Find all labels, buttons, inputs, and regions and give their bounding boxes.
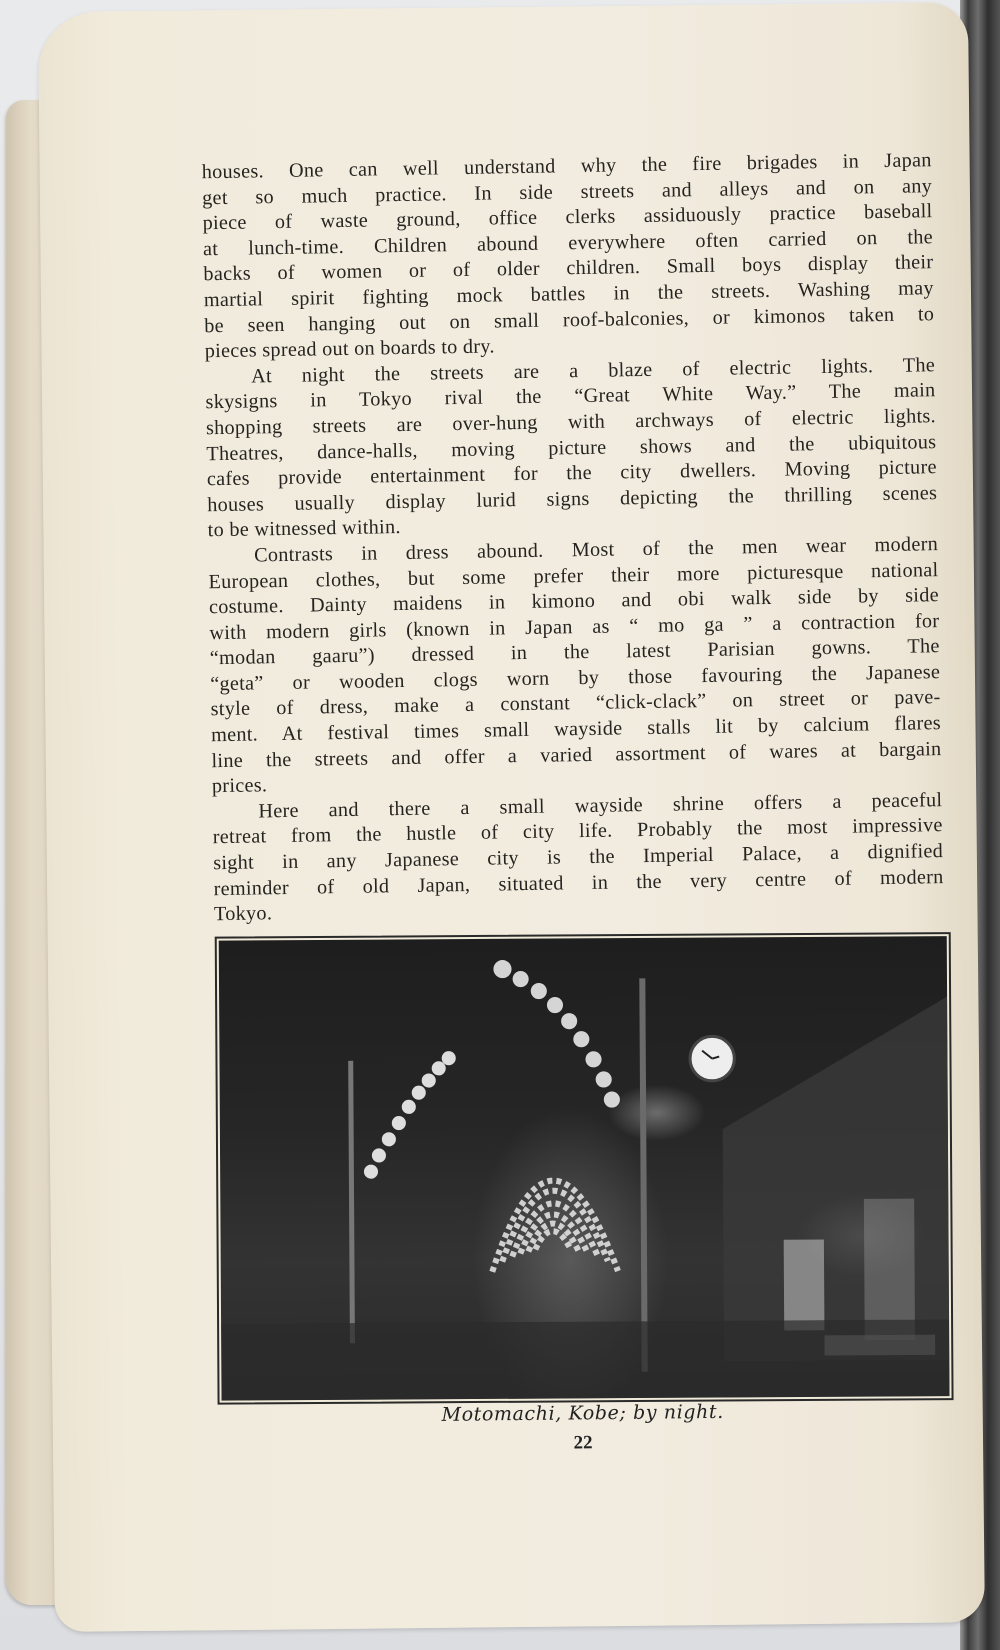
- paragraph-4: [212, 788, 944, 928]
- body-text: [202, 148, 945, 928]
- text-line: at lunch-time. Children abound everywhere often carried on the: [202, 225, 934, 261]
- text-line: houses. One can well understand why the fire brigades in Japan: [201, 149, 932, 184]
- lamp-pole-left: [348, 1061, 355, 1343]
- text-line: At night the streets are a blaze of electric lights. The: [250, 353, 936, 388]
- figure-caption: Motomachi, Kobe; by night.: [441, 1400, 724, 1426]
- paragraph-1: [202, 148, 935, 365]
- text-line: cafes provide entertainment for the city dwellers. Moving picture: [206, 456, 937, 491]
- text-line: line the streets and offer a varied assortment of wares at bargain: [211, 737, 942, 772]
- paragraph-2: [205, 353, 938, 544]
- text-line: skysigns in Tokyo rival the “Great White Way.” The main: [205, 379, 936, 414]
- text-line: reminder of old Japan, situated in the very centre of modern: [213, 865, 944, 900]
- light-arch-left: [363, 1051, 456, 1179]
- text-line: European clothes, but some prefer their more picturesque national: [208, 558, 939, 593]
- text-line: be seen hanging out on small roof-balconies, or kimonos taken to: [204, 302, 935, 337]
- text-line: to be witnessed within.: [207, 516, 401, 542]
- storefront-right: [722, 997, 949, 1362]
- book-page: [38, 2, 985, 1632]
- text-line: prices.: [211, 774, 268, 798]
- text-line: style of dress, make a constant “click-clack” on street or pave-: [210, 686, 941, 721]
- text-line: shopping streets are over-hung with archways of electric lights.: [205, 405, 937, 440]
- text-line: ment. At festival times small wayside stalls lit by calcium flares: [210, 712, 942, 747]
- lamp-pole-right: [639, 978, 647, 1371]
- text-line: martial spirit fighting mock battles in the streets. Washing may: [203, 277, 934, 312]
- text-line: Tokyo.: [213, 902, 273, 926]
- text-line: piece of waste ground, office clerks assiduously practice baseball: [202, 200, 933, 235]
- figure-photo-frame: [215, 932, 954, 1404]
- street-ground: [221, 1319, 949, 1400]
- text-line: retreat from the hustle of city life. Probably the most impressive: [212, 814, 943, 849]
- text-line: Theatres, dance-halls, moving picture shows and the ubiquitous: [206, 430, 937, 465]
- text-line: “geta” or wooden clogs worn by those favouring the Japanese: [210, 660, 941, 696]
- receding-light-arches: [492, 1180, 618, 1272]
- street-clock: [690, 1036, 735, 1081]
- paragraph-3: [208, 532, 942, 800]
- text-line: get so much practice. In side streets and alleys and on any: [202, 174, 933, 209]
- text-line: pieces spread out on boards to dry.: [204, 335, 495, 363]
- text-line: houses usually display lurid signs depicting the thrilling scenes: [207, 481, 938, 516]
- text-line: backs of women or of older children. Small boys display their: [203, 251, 934, 286]
- text-line: sight in any Japanese city is the Imperial Palace, a dignified: [213, 840, 944, 875]
- text-line: “modan gaaru”) dressed in the latest Parisian gowns. The: [209, 635, 940, 670]
- text-line: costume. Dainty maidens in kimono and obi walk side by side: [208, 584, 940, 619]
- text-line: with modern girls (known in Japan as “ mo ga ” a contraction for: [209, 609, 940, 644]
- text-line: Here and there a small wayside shrine offers a peaceful: [258, 788, 943, 823]
- text-line: Contrasts in dress abound. Most of the men wear modern: [253, 533, 939, 567]
- page-number: 22: [573, 1432, 593, 1454]
- night-street-photo: [219, 936, 950, 1400]
- street-scene-illustration: [219, 936, 950, 1400]
- light-arch-top: [493, 959, 620, 1108]
